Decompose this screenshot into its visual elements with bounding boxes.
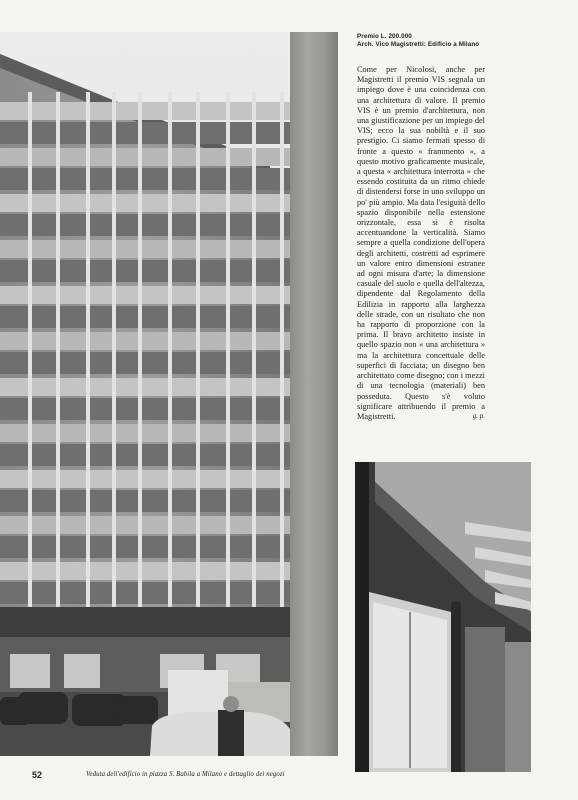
award-line: Arch. Vico Magistretti: Edificio a Milano (357, 41, 480, 48)
photo-caption: Veduta dell'edificio in piazza S. Babila a Milano e dettaglio dei negozi (86, 771, 285, 778)
article-body (357, 65, 485, 422)
page-number: 52 (32, 770, 43, 780)
prize-heading: Premio L. 200.000 (357, 33, 412, 40)
adjacent-wall-strip (290, 32, 338, 756)
author-initials: g. p. (472, 412, 485, 421)
article-paragraph: Come per Nicolosi, anche per Magistretti il premio VIS segnala un impiego dove è una coincidenza con una architettura di valore. Il premio VIS è un premio d'architettura, non una giustificazione per un impiego del VIS; ecco la sua nobiltà e il suo prestigio. Ci siamo fermati spesso di fronte a questo « frammento », a questo motivo graficamente musicale, a questa « architettura interrotta » che essendo costituita da un ritmo chiede di distendersi forse in uno sviluppo un po' più ampio. Ma data l'esiguità dello spazio disponibile nella estensione orizzontale, essa si è risolta accentuandone la verticalità. Siamo sempre a quella condizione dell'opera degli architetti, costretti ad esprimere un valore entro dimensioni estranee ad ogni misura d'arte; la dimensione casuale del suolo e quella dell'altezza, dipendente dal Regolamento della Edilizia in rapporto alla larghezza delle strade, con un risultato che non ha rapporto di proporzione con la prima. Il bravo architetto insiste in quello spazio non « una architettura » ma la architettura concettuale delle superfici di facciata; un disegno ben architettato come disegno; con i mezzi di una tecnologia (materiali) ben posseduta. Questo s'è voluto significare attribuendo il premio a Magistretti. (357, 65, 485, 421)
building-facade-photo (0, 32, 296, 756)
article-column (357, 33, 485, 420)
storefront-detail-photo (355, 462, 531, 772)
